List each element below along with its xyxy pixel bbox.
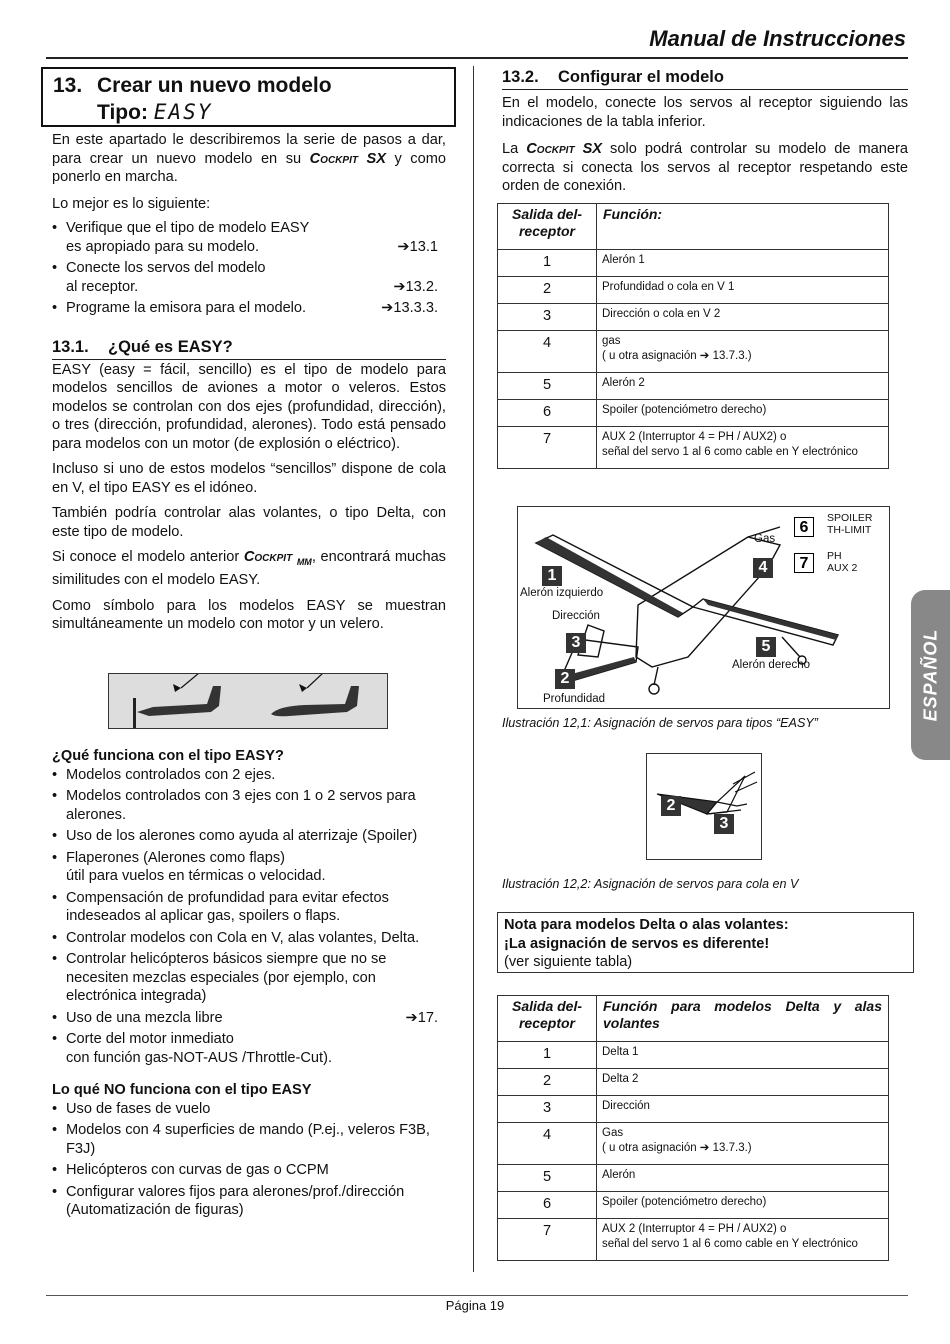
table-row: 3 Dirección o cola en V 2 xyxy=(498,304,889,331)
manual-title: Manual de Instrucciones xyxy=(649,26,906,51)
table-row: 6 Spoiler (potenciómetro derecho) xyxy=(498,1192,889,1219)
intro-paragraph: En este apartado le describiremos la serie de pasos a dar, para crear un nuevo modelo en su Cockpit SX y como ponerlo en marcha. xyxy=(52,132,446,185)
table-row: 1 Delta 1 xyxy=(498,1042,889,1069)
not-works-list xyxy=(52,1100,446,1220)
connect-paragraph: En el modelo, conecte los servos al receptor siguiendo las indicaciones de la tabla inferior. xyxy=(502,95,908,130)
language-tab: ESPAÑOL xyxy=(911,590,950,760)
works-list xyxy=(52,766,438,1068)
badge-1: 1 xyxy=(542,566,562,586)
list-item: • Corte del motor inmediato con función gas-NOT-AUS /Throttle-Cut). xyxy=(52,1030,438,1067)
list-item: • Uso de los alerones como ayuda al aterrizaje (Spoiler) xyxy=(52,827,438,846)
list-item: • Uso de una mezcla libre ➔17. xyxy=(52,1009,438,1028)
label-gas: Gas xyxy=(754,533,776,545)
section-13-2-heading: 13.2. Configurar el modelo xyxy=(502,68,908,90)
delta-note-box xyxy=(497,912,914,973)
note-line-3: (ver siguiente tabla) xyxy=(504,954,633,970)
steps-list xyxy=(52,219,438,318)
table-row: 2 Delta 2 xyxy=(498,1069,889,1096)
table-row: 5 Alerón xyxy=(498,1165,889,1192)
vtail-figure xyxy=(646,753,762,860)
section-13-number: 13. xyxy=(53,74,83,97)
delta-paragraph: También podría controlar alas volantes, o tipo Delta, con este tipo de modelo. xyxy=(52,505,446,540)
lcd-easy-display: EASY xyxy=(153,100,213,124)
section-13-1-heading: 13.1. ¿Qué es EASY? xyxy=(52,338,446,360)
easy-symbol-figure xyxy=(108,673,388,729)
list-item: • Controlar helicópteros básicos siempre que no se necesiten mezclas especiales (por ejemplo, con electrónica integrada) xyxy=(52,950,438,1006)
label-ph: PH xyxy=(827,550,842,562)
figure-1-caption: Ilustración 12,1: Asignación de servos para tipos “EASY” xyxy=(502,716,818,730)
label-thlimit: TH-LIMIT xyxy=(827,524,872,536)
badge-6: 6 xyxy=(794,517,814,537)
table-row: 7 AUX 2 (Interruptor 4 = PH / AUX2) o señal del servo 1 al 6 como cable en Y electrónico xyxy=(498,427,889,469)
table-row: 3 Dirección xyxy=(498,1096,889,1123)
col-header-output: Salida del-receptor xyxy=(498,996,597,1042)
list-item: • Modelos con 4 superficies de mando (P.ej., veleros F3B, F3J) xyxy=(52,1121,446,1158)
footer-rule xyxy=(46,1295,908,1296)
table-row: 4 gas ( u otra asignación ➔ 13.7.3.) xyxy=(498,331,889,373)
cockpit-mm-paragraph: Si conoce el modelo anterior Cockpit $_{MM}$, encontrará muchas similitudes con el modelo EASY. xyxy=(52,549,446,589)
column-divider xyxy=(473,66,474,1272)
table-row: 7 AUX 2 (Interruptor 4 = PH / AUX2) o señal del servo 1 al 6 como cable en Y electrónico xyxy=(498,1219,889,1261)
vtail-badge-2: 2 xyxy=(661,796,681,816)
list-item: • Helicópteros con curvas de gas o CCPM xyxy=(52,1161,446,1180)
label-elevator: Profundidad xyxy=(543,693,606,705)
list-item: • Programe la emisora para el modelo. ➔13.3.3. xyxy=(52,299,438,318)
table-row: 5 Alerón 2 xyxy=(498,373,889,400)
note-line-2: ¡La asignación de servos es diferente! xyxy=(504,935,770,952)
easy-description: EASY (easy = fácil, sencillo) es el tipo de modelo para modelos sencillos de aviones a motor o veleros. Estos modelos se controlan con dos ejes (profundidad, dirección), o tres (dirección, profundidad, alerones). Todo está pensado para modelos con un motor (de explosión o eléctrico). xyxy=(52,361,446,452)
motor-and-glider-icon xyxy=(109,674,389,730)
list-item: • Flaperones (Alerones como flaps) útil para vuelos en térmicas o velocidad. xyxy=(52,849,438,886)
list-item: • Conecte los servos del modelo al receptor. ➔13.2. xyxy=(52,259,438,296)
section-13-title: Crear un nuevo modelo xyxy=(97,74,332,97)
section-13-heading-box xyxy=(41,67,456,127)
list-item: • Configurar valores fijos para alerones/prof./dirección (Automatización de figuras) xyxy=(52,1183,446,1220)
servo-assignment-figure xyxy=(517,506,890,709)
vtail-paragraph: Incluso si uno de estos modelos “sencillos” dispone de cola en V, el tipo EASY es el idóneo. xyxy=(52,461,446,496)
list-item: • Compensación de profundidad para evitar efectos indeseados al aplicar gas, spoilers o flaps. xyxy=(52,889,438,926)
list-item: • Controlar modelos con Cola en V, alas volantes, Delta. xyxy=(52,929,438,948)
figure-2-caption: Ilustración 12,2: Asignación de servos para cola en V xyxy=(502,877,799,891)
servo-table xyxy=(497,203,889,469)
order-paragraph: La Cockpit SX solo podrá controlar su modelo de manera correcta si conecta los servos al receptor respetando este orden de conexión. xyxy=(502,141,908,194)
list-item: • Verifique que el tipo de modelo EASY es apropiado para su modelo. ➔13.1 xyxy=(52,219,438,256)
badge-2: 2 xyxy=(555,669,575,689)
label-spoiler: SPOILER xyxy=(827,512,873,524)
works-title: ¿Qué funciona con el tipo EASY? xyxy=(52,748,284,764)
header-rule xyxy=(46,57,908,59)
symbol-paragraph: Como símbolo para los modelos EASY se muestran simultáneamente un modelo con motor y un velero. xyxy=(52,597,446,633)
label-aux2: AUX 2 xyxy=(827,562,858,574)
badge-4: 4 xyxy=(753,558,773,578)
list-item: • Modelos controlados con 2 ejes. xyxy=(52,766,438,785)
vtail-badge-3: 3 xyxy=(714,814,734,834)
section-13-type-label: Tipo: xyxy=(97,101,148,124)
list-item: • Modelos controlados con 3 ejes con 1 o 2 servos para alerones. xyxy=(52,787,438,824)
not-works-title: Lo qué NO funciona con el tipo EASY xyxy=(52,1082,312,1098)
badge-7: 7 xyxy=(794,553,814,573)
page-number: Página 19 xyxy=(445,1298,505,1313)
table-row: 6 Spoiler (potenciómetro derecho) xyxy=(498,400,889,427)
table-row: 4 Gas ( u otra asignación ➔ 13.7.3.) xyxy=(498,1123,889,1165)
table-row: 2 Profundidad o cola en V 1 xyxy=(498,277,889,304)
label-aileron-left: Alerón izquierdo xyxy=(520,587,604,599)
best-text: Lo mejor es lo siguiente: xyxy=(52,195,211,212)
list-item: • Uso de fases de vuelo xyxy=(52,1100,446,1119)
delta-servo-table xyxy=(497,995,889,1261)
col-header-function: Función: xyxy=(597,204,889,250)
col-header-output: Salida del-receptor xyxy=(498,204,597,250)
badge-5: 5 xyxy=(756,637,776,657)
col-header-function: Función para modelos Delta y alas volantes xyxy=(597,996,889,1042)
badge-3: 3 xyxy=(566,633,586,653)
note-line-1: Nota para modelos Delta o alas volantes: xyxy=(504,917,789,933)
table-row: 1 Alerón 1 xyxy=(498,250,889,277)
label-rudder: Dirección xyxy=(552,610,600,622)
label-aileron-right: Alerón derecho xyxy=(732,659,810,671)
